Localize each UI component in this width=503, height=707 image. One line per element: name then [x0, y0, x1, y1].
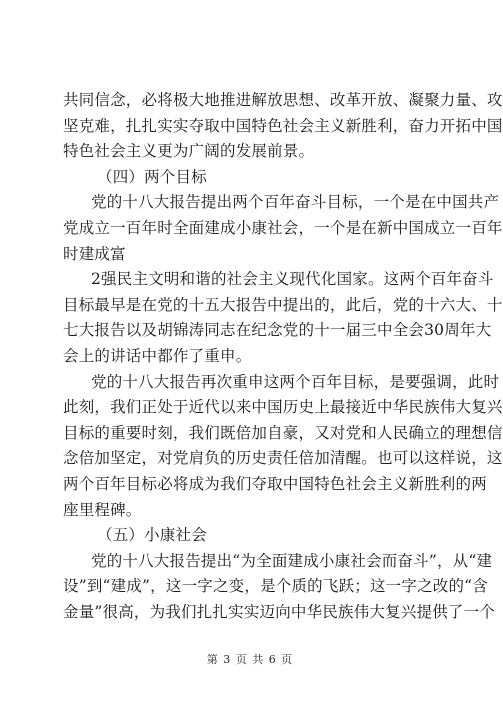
section-heading-four: （四）两个目标	[97, 167, 207, 186]
body-line: 时建成富	[63, 244, 126, 263]
body-line: 共同信念，必将极大地推进解放思想、改革开放、凝聚力量、攻	[63, 91, 503, 109]
body-line: 念倍加坚定，对党肩负的历史责任倍加清醒。也可以这样说，这	[63, 449, 503, 468]
body-line: 七大报告以及胡锦涛同志在纪念党的十一届三中全会30周年大	[63, 321, 492, 340]
page-footer: 第 3 页 共 6 页	[206, 653, 294, 666]
body-line: 会上的讲话中都作了重申。	[63, 346, 252, 365]
body-line: 目标最早是在党的十五大报告中提出的，此后，党的十六大、十	[63, 295, 503, 314]
body-line: 此刻，我们正处于近代以来中国历史上最接近中华民族伟大复兴	[63, 398, 503, 417]
body-line: 金量”很高，为我们扎扎实实迈向中华民族伟大复兴提供了一个	[63, 602, 496, 621]
body-line: 党的十八大报告再次重申这两个百年目标，是要强调，此时	[91, 372, 500, 391]
section-heading-five: （五）小康社会	[97, 526, 207, 545]
body-line: 两个百年目标必将成为我们夺取中国特色社会主义新胜利的两	[63, 474, 487, 493]
body-line: 党的十八大报告提出“为全面建成小康社会而奋斗”，从“建	[91, 551, 493, 570]
body-line: 设”到“建成”，这一字之变，是个质的飞跃；这一字之改的“含	[63, 577, 488, 596]
body-line: 党成立一百年时全面建成小康社会，一个是在新中国成立一百年	[63, 218, 503, 237]
body-line: 2强民主文明和谐的社会主义现代化国家。这两个百年奋斗	[91, 270, 494, 289]
body-line: 特色社会主义更为广阔的发展前景。	[63, 142, 315, 161]
body-line: 坚克难，扎扎实实夺取中国特色社会主义新胜利，奋力开拓中国	[63, 116, 503, 135]
body-line: 党的十八大报告提出两个百年奋斗目标，一个是在中国共产	[91, 193, 500, 212]
document-body	[63, 88, 503, 625]
body-line: 目标的重要时刻，我们既倍加自豪，又对党和人民确立的理想信	[63, 423, 503, 442]
body-line: 座里程碑。	[63, 500, 142, 519]
